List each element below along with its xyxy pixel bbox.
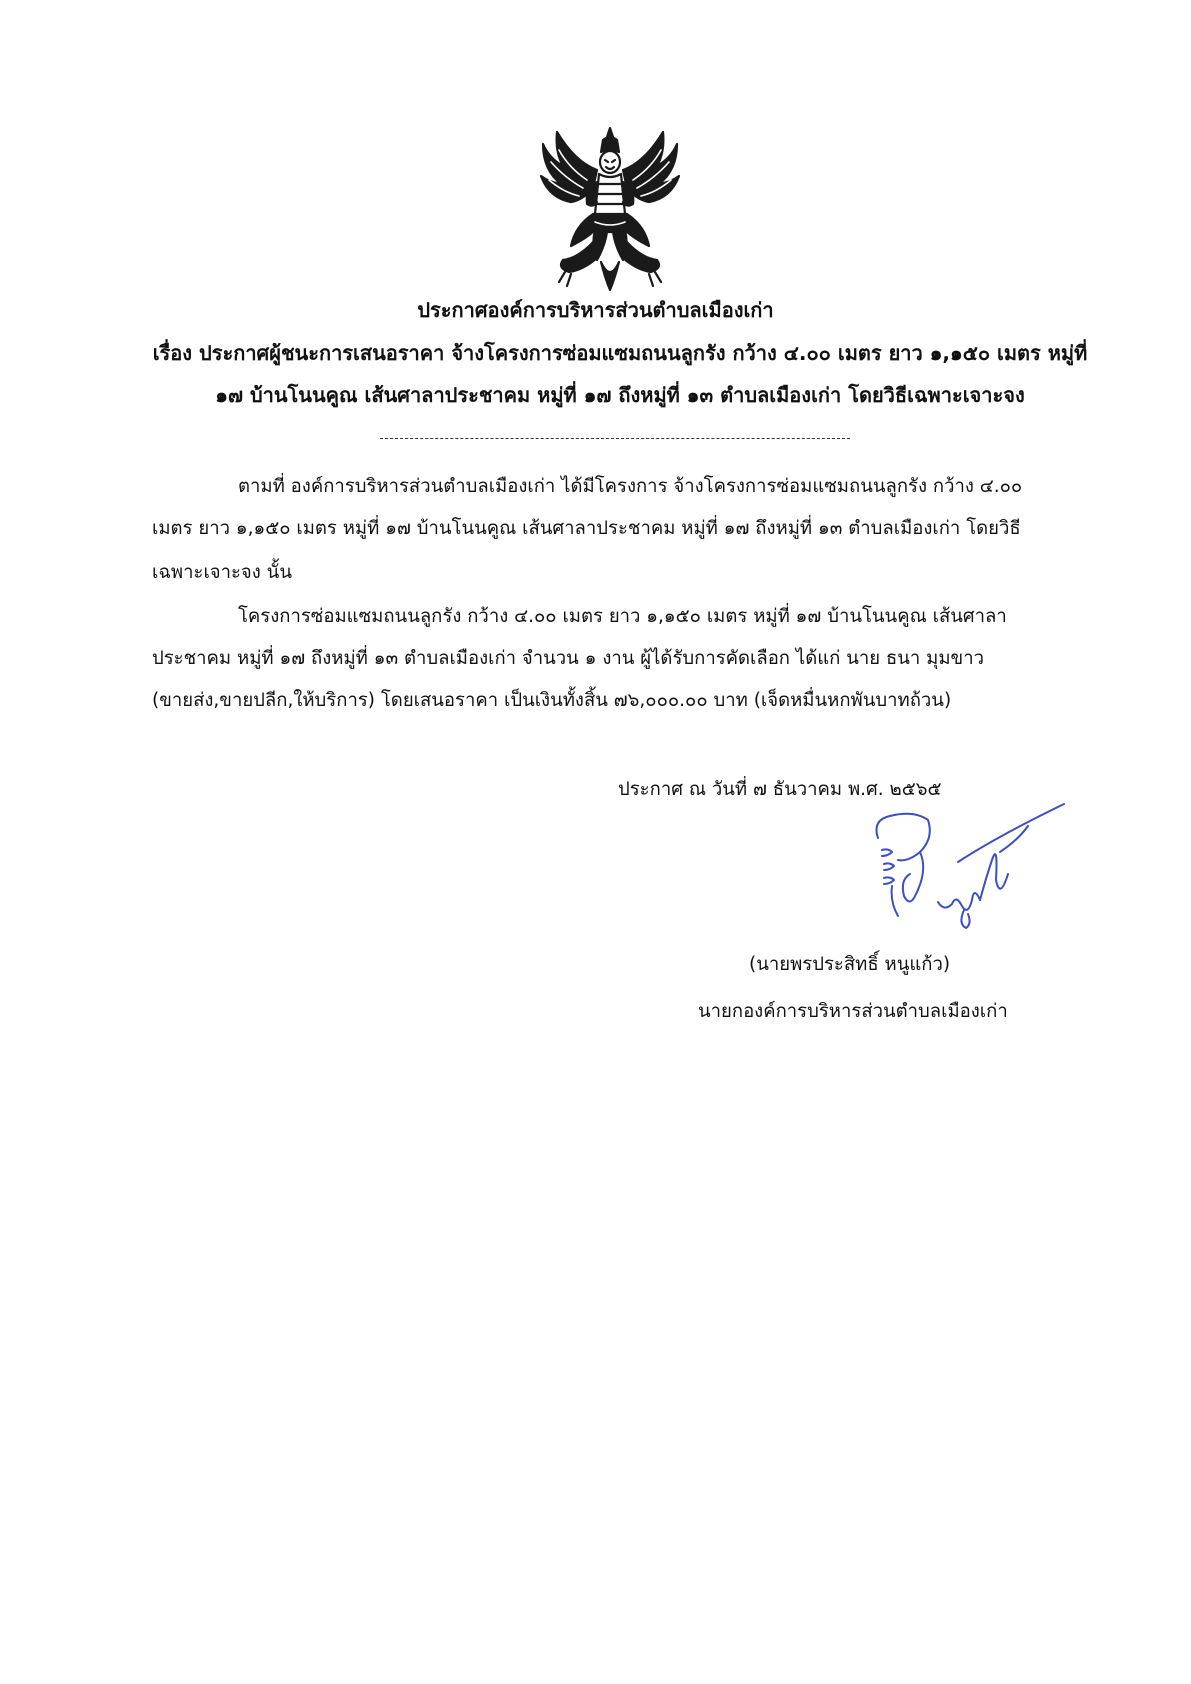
paragraph-1-line-1: ตามที่ องค์การบริหารส่วนตำบลเมืองเก่า ได้มีโครงการ จ้างโครงการซ่อมแซมถนนลูกรัง กว้าง ๔.๐๐: [238, 476, 1023, 497]
garuda-emblem-icon: [535, 122, 685, 294]
signer-title: นายกองค์การบริหารส่วนตำบลเมืองเก่า: [698, 1001, 1008, 1022]
signature-icon: [868, 790, 1068, 940]
paragraph-2-line-3: (ขายส่ง,ขายปลีก,ให้บริการ) โดยเสนอราคา เป็นเงินทั้งสิ้น ๗๖,๐๐๐.๐๐ บาท (เจ็ดหมื่นหกพันบาทถ้วน): [152, 690, 952, 711]
organization-title: ประกาศองค์การบริหารส่วนตำบลเมืองเก่า: [417, 298, 774, 322]
header-separator: [380, 438, 850, 439]
announce-date: ประกาศ ณ วันที่ ๗ ธันวาคม พ.ศ. ๒๕๖๕: [618, 779, 942, 800]
paragraph-1-line-3: เฉพาะเจาะจง นั้น: [152, 562, 292, 583]
subject-line-2: ๑๗ บ้านโนนคูณ เส้นศาลาประชาคม หมู่ที่ ๑๗ ถึงหมู่ที่ ๑๓ ตำบลเมืองเก่า โดยวิธีเฉพาะเจาะจง: [215, 383, 1025, 407]
paragraph-1-line-2: เมตร ยาว ๑,๑๕๐ เมตร หมู่ที่ ๑๗ บ้านโนนคูณ เส้นศาลาประชาคม หมู่ที่ ๑๗ ถึงหมู่ที่ ๑๓ ตำบลเมืองเก่า โดยวิธี: [152, 518, 1021, 539]
paragraph-2-line-2: ประชาคม หมู่ที่ ๑๗ ถึงหมู่ที่ ๑๓ ตำบลเมืองเก่า จำนวน ๑ งาน ผู้ได้รับการคัดเลือก ได้แก่ นาย ธนา มุมขาว: [152, 648, 984, 669]
subject-line-1: เรื่อง ประกาศผู้ชนะการเสนอราคา จ้างโครงการซ่อมแซมถนนลูกรัง กว้าง ๔.๐๐ เมตร ยาว ๑,๑๕๐ เมตร หมู่ที่: [152, 341, 1088, 365]
paragraph-2-line-1: โครงการซ่อมแซมถนนลูกรัง กว้าง ๔.๐๐ เมตร ยาว ๑,๑๕๐ เมตร หมู่ที่ ๑๗ บ้านโนนคูณ เส้นศาลา: [238, 606, 1007, 627]
signer-name: (นายพรประสิทธิ์ หนูแก้ว): [749, 954, 951, 975]
